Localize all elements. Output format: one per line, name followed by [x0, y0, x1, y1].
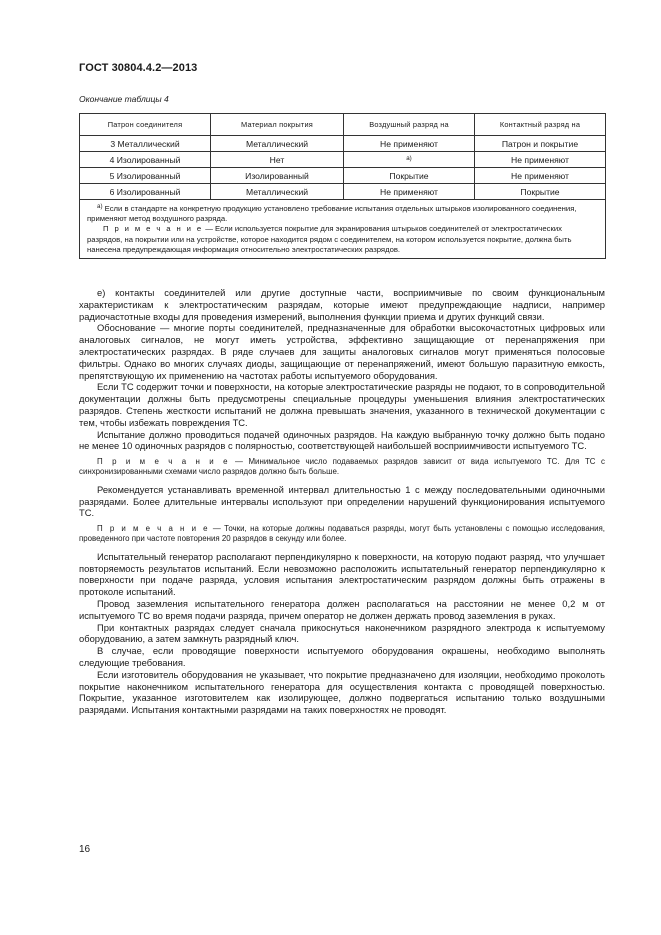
column-header: Воздушный разряд на	[344, 114, 475, 136]
table-cell: Изолированный	[211, 168, 344, 184]
footnote-text: Если в стандарте на конкретную продукцию установлено требование испытания отдельных штырьков изолированного соединения, применяют метод воздушного разряда.	[87, 204, 577, 224]
table-4	[79, 113, 606, 259]
table-cell: 3 Металлический	[80, 136, 211, 152]
table-row	[80, 152, 606, 168]
table-cell: Не применяют	[475, 152, 606, 168]
table-cell: Металлический	[211, 184, 344, 200]
paragraph: Если изготовитель оборудования не указывает, что покрытие предназначено для изоляции, необходимо проколоть покрытие наконечником испытательного генератора для осуществления контакта с проводящей поверхностью. Покрытие, указанное изготовителем как изолирующее, должно подвергаться испытанию только воздушными разрядами. Испытания контактными разрядами на таких поверхностях не проводят.	[79, 668, 605, 716]
standard-header: ГОСТ 30804.4.2—2013	[79, 62, 198, 74]
column-header: Материал покрытия	[211, 114, 344, 136]
paragraph: Обоснование — многие порты соединителей, предназначенные для обработки высокочастотных цифровых или аналоговых сигналов, не могут иметь устройства, эффективно защищающие от перенапряжения при электростатических разрядах. В ряде случаев для защиты аналоговых сигналов могут применяться полосовые фильтры. Однако во многих случаях диоды, защищающие от перенапряжений, имеют большую паразитную емкость, препятствующую их применению на частотах работы испытуемого оборудования.	[79, 322, 605, 381]
table-note	[87, 224, 598, 255]
column-header: Контактный разряд на	[475, 114, 606, 136]
table-notes	[80, 200, 606, 259]
paragraph: Если ТС содержит точки и поверхности, на которые электростатические разряды не подают, то в сопроводительной документации должны быть предусмотрены специальные процедуры уменьшения влияния электростатических разрядов. Степень жесткости испытаний не должна превышать значения, указанного в технической документации с тем, чтобы избежать повреждения ТС.	[79, 381, 605, 428]
table-cell: Не применяют	[475, 168, 606, 184]
paragraph: В случае, если проводящие поверхности испытуемого оборудования окрашены, необходимо выполнять следующие требования.	[79, 645, 605, 668]
note-text: — Точки, на которые должны подаваться разряды, могут быть установлены с помощью исследования, проведенного при частоте повторения 20 разрядов в секунду или более.	[79, 524, 606, 544]
paragraph: Испытание должно проводиться подачей одиночных разрядов. На каждую выбранную точку должно быть подано не менее 10 одиночных разрядов с полярностью, соответствующей наибольшей восприимчивости испытуемого ТС.	[79, 428, 605, 452]
paragraph: Рекомендуется устанавливать временной интервал длительностью 1 с между последовательными одиночными разрядами. Более длительные интервалы используют при определении нарушений функционирования испытуемого ТС.	[79, 483, 605, 519]
paragraph: Провод заземления испытательного генератора должен располагаться на расстоянии не менее 0,2 м от испытуемого ТС во время подачи разряда, причем оператор не должен держать провод заземления в руках.	[79, 597, 605, 621]
table-notes-row	[80, 200, 606, 259]
footnote-reference: а)	[406, 154, 412, 162]
note-text: — Минимальное число подаваемых разрядов зависит от вида испытуемого ТС. Для ТС с синхронизированными схемами число разрядов должно быть больше.	[79, 457, 605, 477]
table-cell: Не применяют	[344, 184, 475, 200]
table-cell: 4 Изолированный	[80, 152, 211, 168]
footnote-mark: а)	[97, 203, 103, 210]
column-header: Патрон соединителя	[80, 114, 211, 136]
table-cell: Покрытие	[475, 184, 606, 200]
table-row	[80, 168, 606, 184]
table-cell: Патрон и покрытие	[475, 136, 606, 152]
paragraph: е) контакты соединителей или другие доступные части, восприимчивые по своим функциональным характеристикам к электростатическим разрядам, которые имеют предупреждающие надписи, например радиочастотные входы для проведения измерений, выполнения функции приема и других функций связи.	[79, 287, 605, 322]
table-cell: 6 Изолированный	[80, 184, 211, 200]
note-label: П р и м е ч а н и е	[97, 524, 210, 534]
table-row	[80, 184, 606, 200]
table-cell: 5 Изолированный	[80, 168, 211, 184]
table-header-row	[80, 114, 606, 136]
note	[79, 457, 605, 478]
note-text: — Если используется покрытие для экранирования штырьков соединителей от электростатических разрядов, на покрытии или на устройстве, которое находится рядом с соединителем, на котором используется покрытие, должна быть нанесена предупреждающая информация относительно электростатических разрядов.	[87, 224, 572, 254]
table-caption: Окончание таблицы 4	[79, 94, 169, 104]
paragraph: При контактных разрядах следует сначала прикоснуться наконечником разрядного электрода к испытуемому оборудованию, а затем замкнуть разрядный ключ.	[79, 621, 605, 645]
table-cell: Не применяют	[344, 136, 475, 152]
table-cell	[344, 152, 475, 168]
page-number: 16	[79, 844, 91, 855]
note-label: П р и м е ч а н и е	[103, 224, 204, 234]
body-text	[79, 287, 605, 716]
table-row	[80, 136, 606, 152]
table-footnote	[87, 202, 598, 224]
table-cell: Металлический	[211, 136, 344, 152]
paragraph: Испытательный генератор располагают перпендикулярно к поверхности, на которую подают разряд, что улучшает повторяемость результатов испытаний. Если невозможно расположить испытательный генератор перпендикулярно к поверхности при подаче разряда, условия испытания электростатическим разрядом должны быть отражены в протоколе испытаний.	[79, 550, 605, 598]
table-cell: Покрытие	[344, 168, 475, 184]
note	[79, 524, 605, 545]
table-cell: Нет	[211, 152, 344, 168]
note-label: П р и м е ч а н и е	[97, 457, 230, 467]
